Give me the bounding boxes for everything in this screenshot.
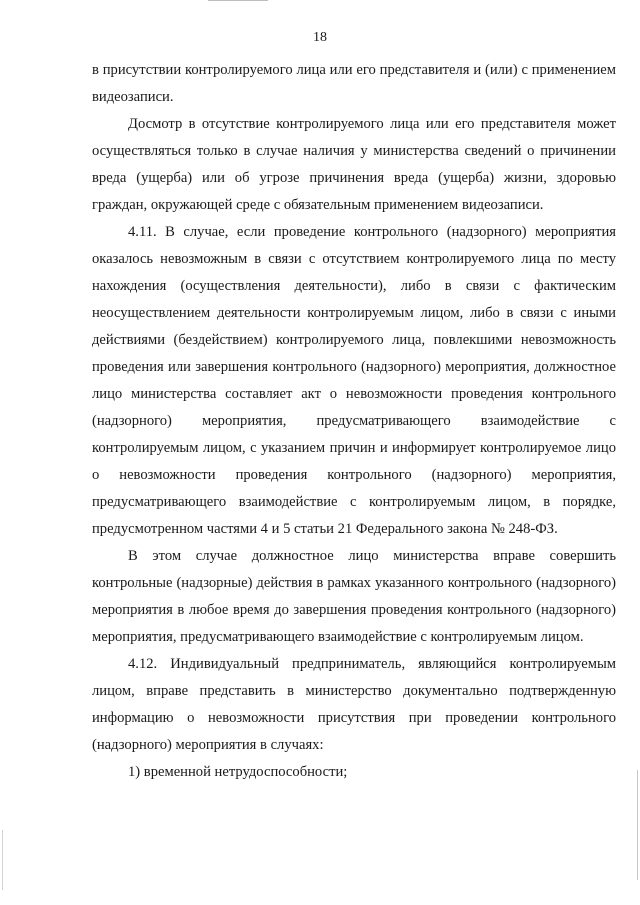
paragraph-inspection-without-presence: Досмотр в отсутствие контролируемого лица или его представителя может осуществляться только в случае наличия у министерства сведений о причинении вреда (ущерба) или об угрозе причинения вреда (ущерба) жизни, здоровью граждан, окружающей среде с обязательным применением видеозаписи. <box>92 116 616 213</box>
scan-edge-left <box>2 830 3 890</box>
paragraph-4-11: 4.11. В случае, если проведение контрольного (надзорного) мероприятия оказалось невозможным в связи с отсутствием контролируемого лица по месту нахождения (осуществления деятельности), либо в связи с фактическим неосуществлением деятельности контролируемым лицом, либо в связи с иными действиями (бездействием) контролируемого лица, повлекшими невозможность проведения или завершения контрольного (надзорного) мероприятия, должностное лицо министерства составляет акт о невозможности проведения контрольного (надзорного) мероприятия, предусматривающего взаимодействие с контролируемым лицом, с указанием причин и информирует контролируемое лицо о невозможности проведения контрольного (надзорного) мероприятия, предусматривающего взаимодействие с контролируемым лицом, в порядке, предусмотренном частями 4 и 5 статьи 21 Федерального закона № 248-ФЗ. <box>92 224 616 537</box>
paragraph-4-12: 4.12. Индивидуальный предприниматель, являющийся контролируемым лицом, вправе представить в министерство документально подтвержденную информацию о невозможности присутствия при проведении контрольного (надзорного) мероприятия в случаях: <box>92 656 616 753</box>
paragraph-continuation: в присутствии контролируемого лица или его представителя и (или) с применением видеозаписи. <box>92 62 616 105</box>
list-item-1: 1) временной нетрудоспособности; <box>128 764 348 780</box>
document-body <box>92 57 616 786</box>
page-number: 18 <box>313 30 327 45</box>
scan-edge-right <box>637 770 638 880</box>
paragraph-in-this-case: В этом случае должностное лицо министерства вправе совершить контрольные (надзорные) действия в рамках указанного контрольного (надзорного) мероприятия в любое время до завершения проведения контрольного (надзорного) мероприятия, предусматривающего взаимодействие с контролируемым лицом. <box>92 548 616 645</box>
scan-top-mark <box>208 0 268 4</box>
